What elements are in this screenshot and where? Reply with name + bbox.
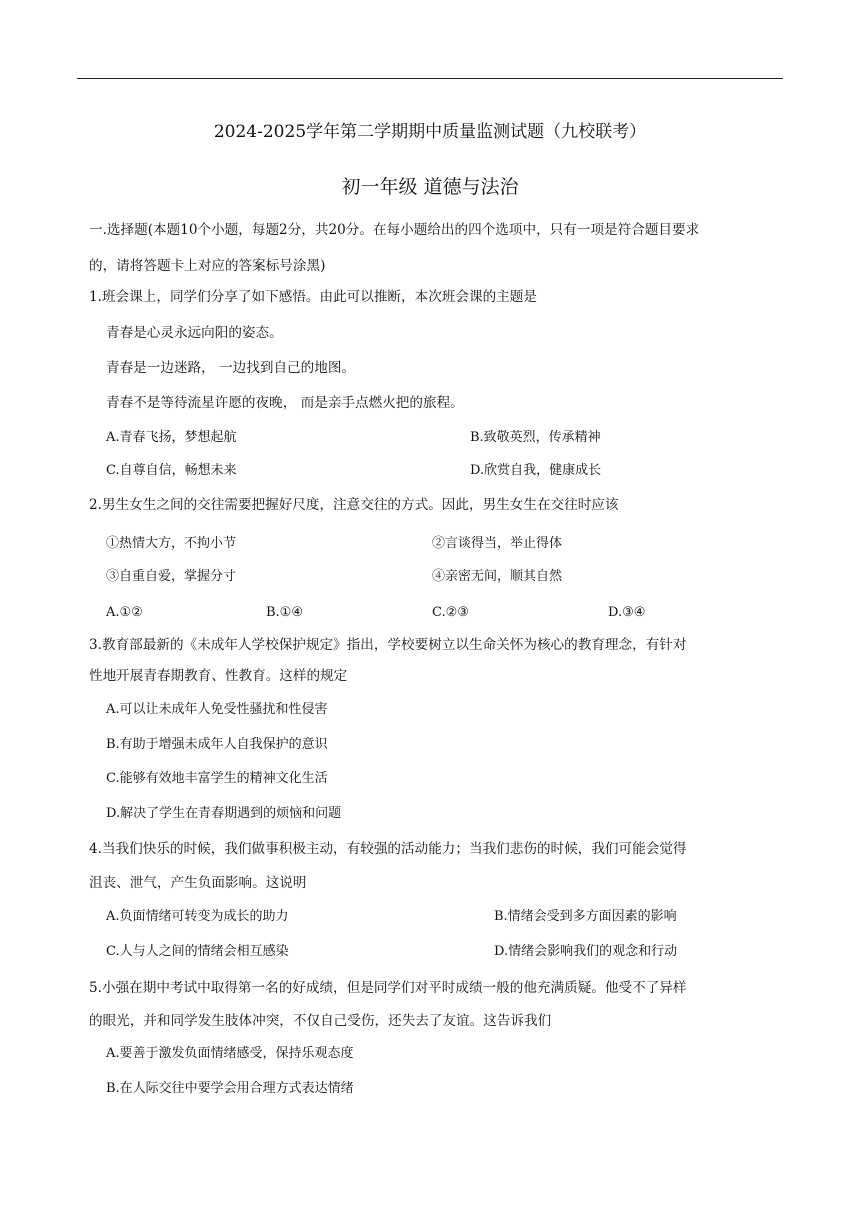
q2-item-3: ③自重自爱，掌握分寸 — [106, 569, 237, 584]
exam-subtitle: 初一年级 道德与法治 — [341, 176, 519, 198]
q1-option-a[interactable]: A.青春飞扬，梦想起航 — [106, 430, 237, 445]
q2-stem: 2.男生女生之间的交往需要把握好尺度，注意交往的方式。因此，男生女生在交往时应该 — [89, 497, 619, 513]
q2-option-a[interactable]: A.①② — [106, 605, 143, 620]
q2-option-b[interactable]: B.①④ — [266, 605, 303, 620]
section-intro-line-1: 一.选择题(本题10个小题，每题2分，共20分。在每小题给出的四个选项中，只有一项是符合题目要求 — [89, 222, 700, 238]
q1-quote-2: 青春是一边迷路， 一边找到自己的地图。 — [106, 360, 356, 376]
q2-option-d[interactable]: D.③④ — [608, 605, 646, 620]
q4-option-d[interactable]: D.情绪会影响我们的观念和行动 — [494, 944, 678, 959]
header-rule — [77, 78, 783, 79]
q1-option-b[interactable]: B.致敬英烈，传承精神 — [470, 430, 601, 445]
q3-option-d[interactable]: D.解决了学生在青春期遇到的烦恼和问题 — [106, 806, 342, 821]
q1-option-d[interactable]: D.欣赏自我，健康成长 — [470, 463, 602, 478]
q3-option-a[interactable]: A.可以让未成年人免受性骚扰和性侵害 — [106, 702, 328, 717]
q1-option-c[interactable]: C.自尊自信，畅想未来 — [106, 463, 237, 478]
section-intro-line-2: 的，请将答题卡上对应的答案标号涂黑) — [89, 258, 326, 274]
q1-quote-3: 青春不是等待流星许愿的夜晚， 而是亲手点燃火把的旅程。 — [106, 395, 464, 411]
q5-option-b[interactable]: B.在人际交往中要学会用合理方式表达情绪 — [106, 1081, 354, 1096]
q3-stem-line-1: 3.教育部最新的《未成年人学校保护规定》指出，学校要树立以生命关怀为核心的教育理念，有针对 — [89, 637, 687, 653]
q2-item-4: ④亲密无间，顺其自然 — [432, 569, 563, 584]
q4-option-a[interactable]: A.负面情绪可转变为成长的助力 — [106, 909, 289, 924]
q4-stem-line-2: 沮丧、泄气，产生负面影响。这说明 — [89, 875, 307, 891]
q4-option-c[interactable]: C.人与人之间的情绪会相互感染 — [106, 944, 289, 959]
q3-option-b[interactable]: B.有助于增强未成年人自我保护的意识 — [106, 737, 328, 752]
q2-item-1: ①热情大方，不拘小节 — [106, 536, 237, 551]
q4-option-b[interactable]: B.情绪会受到多方面因素的影响 — [494, 909, 677, 924]
exam-title: 2024-2025学年第二学期期中质量监测试题（九校联考） — [213, 122, 647, 142]
q2-item-2: ②言谈得当，举止得体 — [432, 536, 563, 551]
q2-option-c[interactable]: C.②③ — [432, 605, 469, 620]
q5-option-a[interactable]: A.要善于激发负面情绪感受，保持乐观态度 — [106, 1046, 354, 1061]
q5-stem-line-1: 5.小强在期中考试中取得第一名的好成绩，但是同学们对平时成绩一般的他充满质疑。他受不了异样 — [89, 980, 687, 996]
q3-stem-line-2: 性地开展青春期教育、性教育。这样的规定 — [89, 668, 348, 684]
q4-stem-line-1: 4.当我们快乐的时候，我们做事积极主动，有较强的活动能力；当我们悲伤的时候，我们可能会觉得 — [89, 841, 687, 857]
q5-stem-line-2: 的眼光，并和同学发生肢体冲突，不仅自己受伤，还失去了友谊。这告诉我们 — [89, 1013, 552, 1029]
q1-stem: 1.班会课上，同学们分享了如下感悟。由此可以推断，本次班会课的主题是 — [89, 289, 537, 305]
q1-quote-1: 青春是心灵永远向阳的姿态。 — [106, 325, 283, 341]
q3-option-c[interactable]: C.能够有效地丰富学生的精神文化生活 — [106, 771, 328, 786]
